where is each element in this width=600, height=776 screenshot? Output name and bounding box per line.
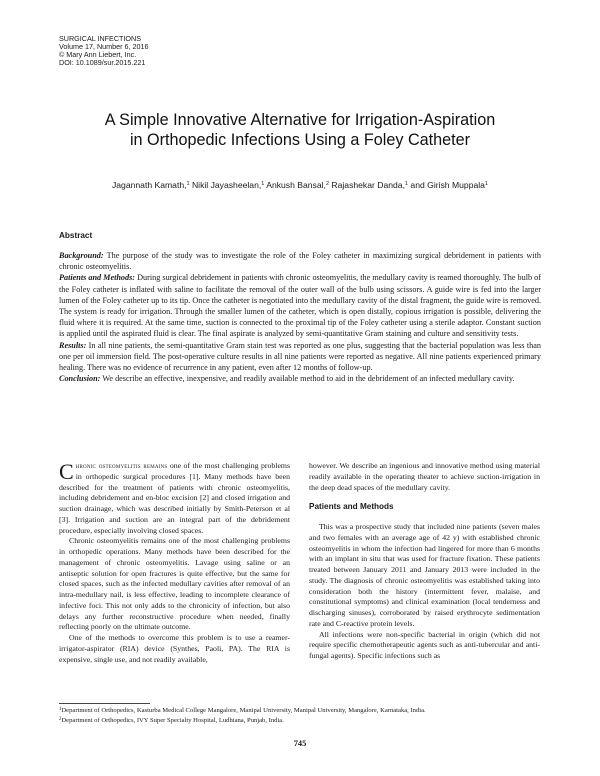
body-column-right <box>309 461 540 662</box>
journal-volume: Volume 17, Number 6, 2016 <box>59 42 149 52</box>
title-line-1: A Simple Innovative Alternative for Irrigation-Aspiration <box>104 111 496 129</box>
page-number: 745 <box>293 739 307 748</box>
author: and Girish Muppala$^1$ <box>410 180 489 190</box>
footnote-divider <box>59 703 150 704</box>
author: Jagannath Kamath,$^1$ <box>111 180 190 190</box>
author: Rajashekar Danda,$^1$ <box>331 180 409 190</box>
author-list <box>60 178 540 191</box>
title-line-2: in Orthopedic Infections Using a Foley Catheter <box>129 131 471 149</box>
journal-copyright: © Mary Ann Liebert, Inc. <box>59 50 137 60</box>
journal-doi: DOI: 10.1089/sur.2015.221 <box>59 58 146 68</box>
footnote: $^2$Department of Orthopedics, IVY Super Specialty Hospital, Ludhiana, Punjab, India. <box>59 717 284 724</box>
methods-paragraph: This was a prospective study that included nine patients (seven males and two females with an average age of 42 y) with established chronic osteomyelitis in whom the infection had lingered for more than 6 months with an implant in situ that was used for fracture fixation. These patients treated between January 2011 and January 2013 were included in the study. The diagnosis of chronic osteomyelitis was established taking into consideration both the history (intermittent fever, malaise, and constitutional symptoms) and clinical examination (local tenderness and discharging sinuses), corroborated by raised erythrocyte sedimentation rate and C-reactive protein levels. <box>309 522 540 628</box>
abstract-background: Background: The purpose of the study was to investigate the role of the Foley catheter in maximizing surgical debridement in patients with chronic osteomyelitis. <box>59 251 541 272</box>
abstract-results: Results: In all nine patients, the semi-quantitative Gram stain test was reported as one plus, suggesting that the bacterial population was less than one per oil immersion field. The post-operative culture results in all nine patients were reported as negative. All nine patients experienced primary healing. There was no evidence of recurrence in any patient, even after 12 months of follow-up. <box>59 340 541 373</box>
footnotes <box>59 705 541 725</box>
section-heading-methods: Patients and Methods <box>309 502 394 512</box>
drop-cap: C <box>59 459 74 484</box>
author: Ankush Bansal,$^2$ <box>266 180 329 190</box>
intro-paragraph-continued: however. We describe an ingenious and innovative method using material readily available in the operating theater to achieve suction-irrigation in the deep dead spaces of the medullary cavity. <box>309 461 540 492</box>
body-column-left <box>59 461 290 665</box>
journal-name: SURGICAL INFECTIONS <box>59 34 141 43</box>
abstract-heading: Abstract <box>59 231 93 240</box>
paper-title <box>60 110 540 150</box>
author: Nikil Jayasheelan,$^1$ <box>191 180 265 190</box>
footnote: $^1$Department of Orthopedics, Kasturba Medical College Mangalore, Manipal University, Manipal University, Mangalore, Karnataka, India. <box>59 707 426 714</box>
journal-header <box>59 35 149 67</box>
abstract-methods: Patients and Methods: During surgical debridement in patients with chronic osteomyelitis, the medullary cavity is reamed thoroughly. The bulb of the Foley catheter is inflated with saline to facilitate the removal of the outer wall of the bulb using scissors. A guide wire is fed into the larger lumen of the Foley catheter up to its tip. Once the catheter is negotiated into the medullary cavity of the distal fragment, the guide wire is removed. The system is ready for irrigation. Through the smaller lumen of the catheter, which is open distally, copious irrigation is possible, delivering the fluid where it is required. At the same time, suction is connected to the proximal tip of the Foley catheter using a sterile adaptor. Constant suction is applied until the aspirated fluid is clear. The final aspirate is analyzed by semi-quantitative Gram staining and culture and sensitivity tests. <box>59 273 541 339</box>
abstract-conclusion: Conclusion: We describe an effective, inexpensive, and readily available method to aid in the debridement of an infected medullary cavity. <box>59 374 515 384</box>
intro-paragraph: Chronic osteomyelitis remains one of the most challenging problems in orthopedic operations. Many methods have been described for the management of chronic osteomyelitis. Lavage using saline or an antiseptic solution for open fractures is quite effective, but the same for closed spaces, such as the infected medullary cavities after removal of an intra-medullary nail, is less effective, leading to incomplete clearance of infective foci. This not only adds to the chronicity of infection, but also delays any further reconstructive procedure when needed, finally reflecting poorly on the ultimate outcome. <box>59 536 290 632</box>
abstract-body <box>59 250 541 384</box>
intro-paragraph: Chronic osteomyelitis remains one of the most challenging problems in orthopedic surgical procedures [1]. Many methods have been described for the treatment of patients with chronic osteomyelitis, including debridement and en-bloc excision [2] and closed irrigation and suction drainage, which was described initially by Smith-Peterson et al [3]. Irrigation and suction are an integral part of the debridement procedure, especially involving closed spaces. <box>59 459 290 535</box>
intro-paragraph: One of the methods to overcome this problem is to use a reamer-irrigator-aspirator (RIA) device (Synthes, Paoli, PA). The RIA is expensive, single use, and not readily available, <box>59 633 290 664</box>
methods-paragraph: All infections were non-specific bacterial in origin (which did not require specific chemotherapeutic agents such as anti-tubercular and anti-fungal agents). Specific infections such as <box>309 629 540 660</box>
